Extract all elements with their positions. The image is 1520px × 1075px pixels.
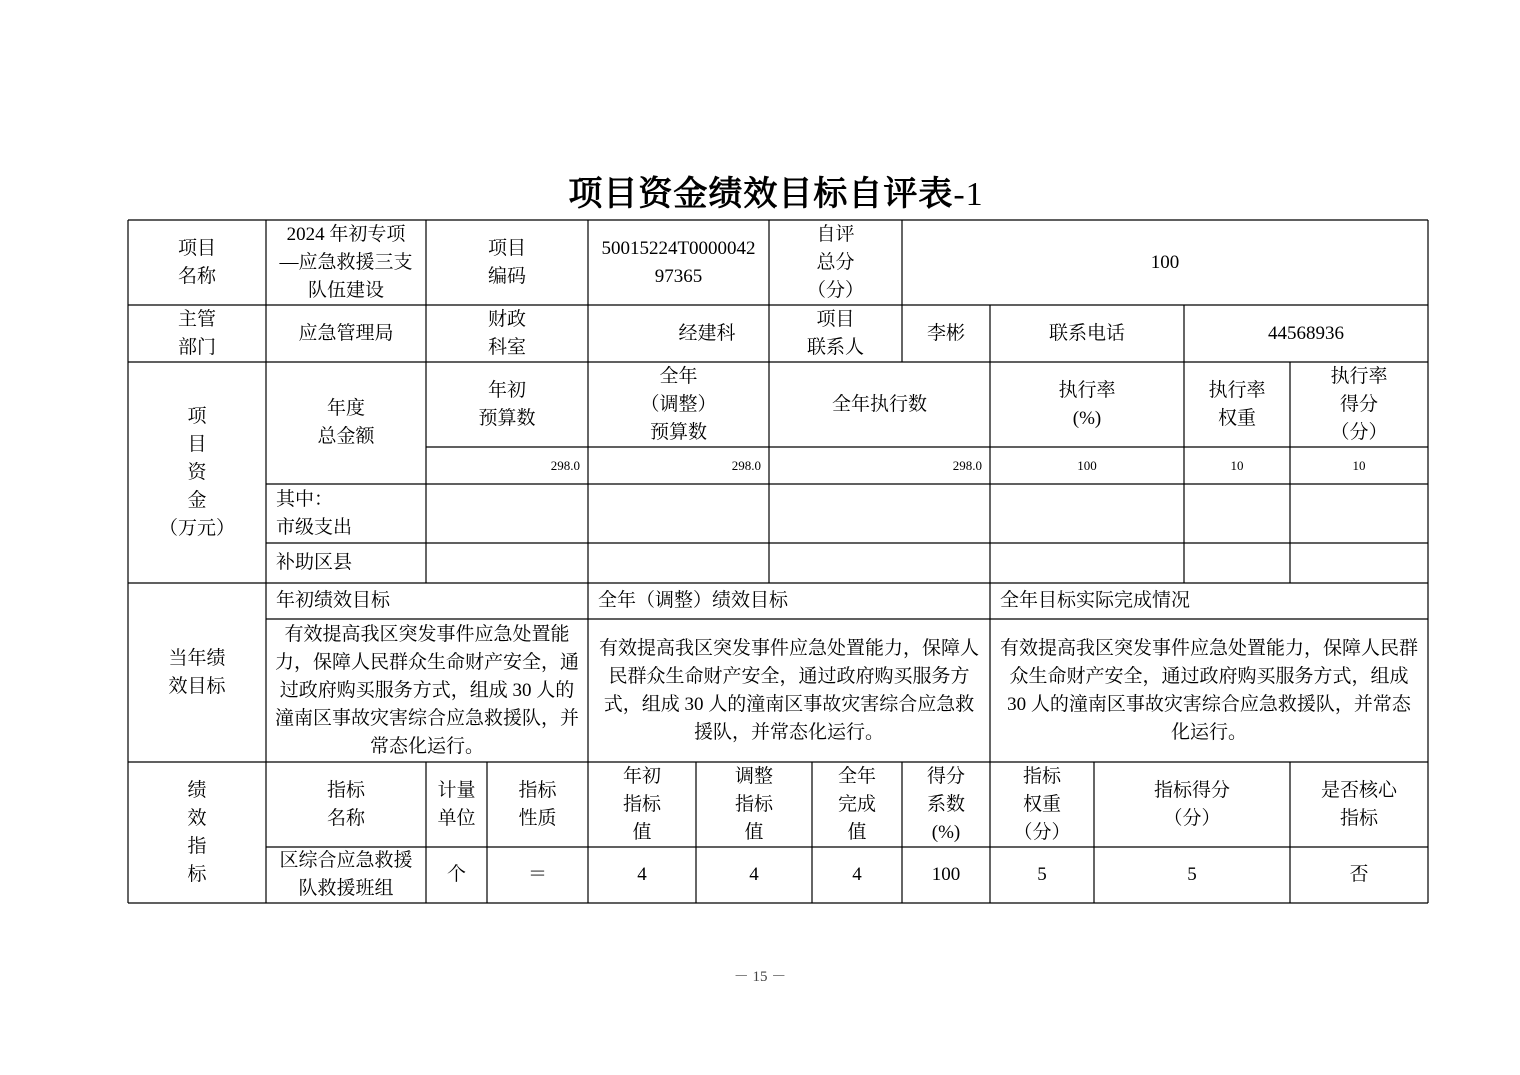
ind-row-coef: 100: [931, 864, 961, 885]
ind-row-nature: ＝: [527, 864, 547, 885]
ind-row-unit: 个: [446, 864, 466, 885]
project-name: 2024 年初专项 —应急救援三支 队伍建设: [279, 223, 413, 301]
ind-h-adjusted: 调整 指标 值: [734, 765, 773, 843]
funds-v-score: 10: [1352, 457, 1366, 473]
ind-h-nature: 指标 性质: [518, 779, 557, 829]
ind-row-adjusted: 4: [749, 864, 759, 885]
funds-h-score: 执行率 得分 （分）: [1330, 365, 1388, 443]
funds-h-rate: 执行率 (%): [1058, 379, 1116, 429]
funds-v-rate: 100: [1077, 457, 1097, 473]
funds-h-total: 年度 总金额: [317, 398, 375, 447]
label-contact: 项目 联系人: [806, 308, 864, 358]
label-project-code: 项目 编码: [487, 237, 526, 287]
label-project-name: 项目 名称: [177, 237, 216, 287]
page-number: － 15 －: [733, 969, 787, 985]
ind-row-weight: 5: [1037, 864, 1047, 885]
funds-v-executed: 298.0: [952, 457, 982, 473]
label-dept: 主管 部门: [177, 308, 216, 358]
funds-side-label: 项 目 资 金 （万元）: [158, 405, 235, 539]
phone: 44568936: [1268, 322, 1344, 344]
ind-h-score: 指标得分 （分）: [1153, 779, 1230, 829]
title-text: 项目资金绩效目标自评表: [568, 174, 954, 214]
funds-sub-district: 补助区县: [276, 552, 353, 573]
funds-h-executed: 全年执行数: [831, 393, 927, 415]
contact: 李彬: [926, 322, 965, 344]
label-phone: 联系电话: [1048, 322, 1125, 344]
ind-row-complete: 4: [852, 864, 862, 885]
goals-t-adjusted: 有效提高我区突发事件应急处置能力，保障人民群众生命财产安全，通过政府购买服务方式，组成 30 人的潼南区事故灾害综合应急救援队，并常态化运行。: [598, 637, 979, 743]
label-total-score: 自评 总分 （分）: [806, 223, 864, 301]
funds-h-weight: 执行率 权重: [1208, 379, 1266, 429]
ind-h-weight: 指标 权重 （分）: [1013, 765, 1071, 843]
funds-sub-municipal: 其中： 市级支出: [276, 488, 353, 538]
ind-row-score: 5: [1187, 864, 1197, 885]
ind-h-unit: 计量 单位: [437, 779, 476, 829]
dept: 应急管理局: [298, 322, 394, 344]
goals-t-actual: 有效提高我区突发事件应急处置能力，保障人民群众生命财产安全，通过政府购买服务方式，组成 30 人的潼南区事故灾害综合应急救援队，并常态化运行。: [999, 637, 1418, 743]
indicators-side-label: 绩 效 指 标: [187, 779, 207, 885]
funds-h-adjusted: 全年 （调整） 预算数: [640, 365, 717, 443]
ind-h-name: 指标 名称: [326, 779, 365, 829]
finance: 经建科: [678, 322, 736, 344]
ind-h-core: 是否核心 指标: [1320, 779, 1397, 829]
ind-row-name: 区综合应急救援 队救援班组: [279, 850, 413, 899]
goals-h-actual: 全年目标实际完成情况: [1000, 590, 1191, 611]
ind-row-initial: 4: [637, 864, 647, 885]
title-suffix: -1: [953, 176, 984, 213]
goals-side-label: 当年绩 效目标: [168, 647, 226, 697]
funds-v-initial: 298.0: [550, 457, 580, 473]
goals-h-initial: 年初绩效目标: [276, 590, 391, 611]
ind-row-core: 否: [1349, 864, 1369, 885]
goals-t-initial: 有效提高我区突发事件应急处置能力，保障人民群众生命财产安全，通过政府购买服务方式，组成 30 人的潼南区事故灾害综合应急救援队，并常态化运行。: [274, 623, 579, 757]
total-score: 100: [1150, 251, 1180, 273]
project-code: 50015224T0000042 97365: [601, 237, 756, 287]
ind-h-coef: 得分 系数 (%): [926, 765, 965, 843]
funds-h-initial: 年初 预算数: [478, 379, 536, 429]
label-finance: 财政 科室: [487, 308, 526, 358]
goals-h-adjusted: 全年（调整）绩效目标: [598, 590, 789, 611]
ind-h-complete: 全年 完成 值: [837, 765, 876, 843]
funds-v-adjusted: 298.0: [731, 457, 761, 473]
ind-h-initial: 年初 指标 值: [622, 765, 661, 843]
funds-v-weight: 10: [1230, 457, 1244, 473]
